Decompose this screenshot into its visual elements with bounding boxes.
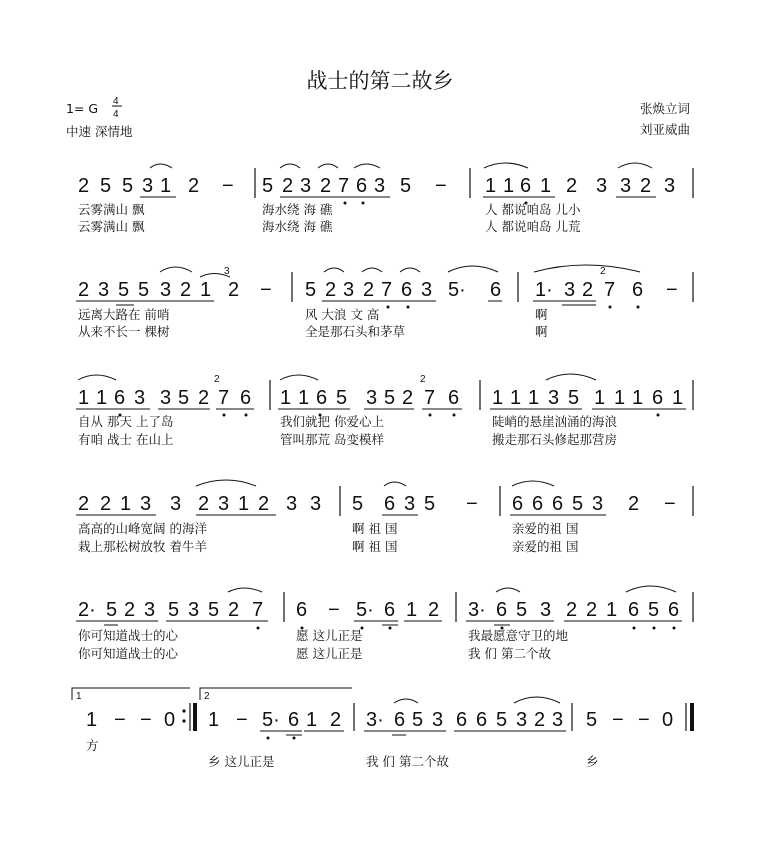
dash: − [222, 175, 234, 197]
measure-6-1 [86, 709, 175, 731]
note: 3· [468, 599, 486, 621]
meter-bottom: 4 [113, 109, 119, 120]
lyric-line-1: 愿 这儿正是 [296, 628, 363, 643]
note: 5· [448, 279, 466, 301]
volta-1-label: 1 [76, 691, 82, 702]
system-4 [76, 480, 693, 554]
lower-octave-dot [245, 414, 248, 417]
note: 5 [305, 279, 317, 301]
note: 5 [516, 599, 528, 621]
slur [626, 586, 676, 592]
lyric-line-2: 你可知道战士的心 [78, 646, 179, 661]
lower-octave-dot [673, 627, 676, 630]
note: 6 [632, 279, 644, 301]
slur [280, 375, 318, 380]
lower-octave-dot [223, 414, 226, 417]
lyric-line-1: 自从 那天 上了岛 [78, 414, 174, 429]
slur [512, 481, 554, 486]
lyric-line-2: 栽上那松树放牧 着牛羊 [78, 539, 207, 554]
measure-3-3 [490, 374, 686, 417]
measure-4-3 [510, 481, 676, 515]
note: 3 [286, 493, 298, 515]
dash: − [114, 709, 126, 731]
note: 1 [528, 387, 540, 409]
note: 1 [614, 387, 626, 409]
slur [496, 588, 520, 592]
note: 2 [640, 175, 652, 197]
note: 5 [100, 175, 112, 197]
measure-6-3 [364, 697, 566, 735]
dash: − [638, 709, 650, 731]
lyric-line-2: 搬走那石头修起那营房 [492, 432, 618, 447]
note: 1 [606, 599, 618, 621]
dash: − [664, 493, 676, 515]
lyric-line-2: 有咱 战士 在山上 [78, 432, 174, 447]
lower-octave-dot [293, 737, 296, 740]
note: 3 [366, 387, 378, 409]
note: 2 [228, 279, 240, 301]
note: 7 [424, 387, 436, 409]
note: 2 [325, 279, 337, 301]
system-2 [76, 265, 693, 339]
volta-2-label: 2 [204, 691, 210, 702]
note: 6 [296, 599, 308, 621]
note: 3 [421, 279, 433, 301]
note: 5 [586, 709, 598, 731]
lower-octave-dot [429, 414, 432, 417]
lower-octave-dot [637, 306, 640, 309]
note: 2 [534, 709, 546, 731]
note: 6 [520, 175, 532, 197]
note: 6 [114, 387, 126, 409]
lower-octave-dot [633, 627, 636, 630]
lyric-line-2: 亲爱的祖 国 [512, 539, 579, 554]
note: 5 [106, 599, 118, 621]
lyric-line-1: 风 大浪 文 高 [305, 307, 380, 322]
measure-1-3 [483, 163, 675, 205]
note: 5 [572, 493, 584, 515]
note: 3 [374, 175, 386, 197]
note: 5 [138, 279, 150, 301]
lyric-line-1: 海水绕 海 礁 [262, 202, 333, 217]
slur [150, 164, 172, 168]
note: 2 [78, 493, 90, 515]
measure-6-4 [586, 709, 673, 731]
slur [160, 267, 192, 272]
lyric-line-1: 远离大路在 前哨 [78, 307, 170, 322]
lyric-line-1: 陡峭的悬崖汹涌的海浪 [492, 414, 618, 429]
slur [400, 268, 420, 272]
note: 3 [343, 279, 355, 301]
volta-2-bracket [200, 688, 352, 700]
note: 1 [492, 387, 504, 409]
dash: − [260, 279, 272, 301]
note: 6 [512, 493, 524, 515]
note: 2 [566, 175, 578, 197]
note: 1 [306, 709, 318, 731]
lower-octave-dot [609, 306, 612, 309]
note: 1 [200, 279, 212, 301]
note: 1 [86, 709, 98, 731]
lyric-line-2: 从来不长一 棵树 [78, 324, 170, 339]
note: 2 [282, 175, 294, 197]
note: 6 [456, 709, 468, 731]
note: 1 [594, 387, 606, 409]
lyric-line-1: 人 都说咱岛 儿小 [485, 202, 581, 217]
note: 2 [428, 599, 440, 621]
note: 2 [363, 279, 375, 301]
dash: − [466, 493, 478, 515]
lower-octave-dot [267, 737, 270, 740]
note: 5· [262, 709, 280, 731]
lyric-line-2: 全是那石头和茅草 [305, 324, 406, 339]
note: 5 [336, 387, 348, 409]
lower-octave-dot [407, 306, 410, 309]
lower-octave-dot [257, 627, 260, 630]
note: 6 [668, 599, 680, 621]
note: 1 [485, 175, 497, 197]
slur [546, 374, 596, 380]
note: 6 [532, 493, 544, 515]
lyric-line-1: 乡 [586, 754, 599, 769]
note: 3 [98, 279, 110, 301]
lyric-line-1: 乡 这儿正是 [208, 754, 275, 769]
note: 5 [568, 387, 580, 409]
note: 3 [664, 175, 676, 197]
lyric-line-1: 亲爱的祖 国 [512, 521, 579, 536]
measure-1-2 [262, 164, 447, 205]
note: 5 [118, 279, 130, 301]
dash: − [612, 709, 624, 731]
lower-octave-dot [653, 627, 656, 630]
note: 6 [448, 387, 460, 409]
note: 1 [298, 387, 310, 409]
measure-4-1 [76, 480, 321, 515]
note: 2 [180, 279, 192, 301]
note: 6 [476, 709, 488, 731]
grace-note: 2 [420, 374, 426, 385]
note: 3 [160, 279, 172, 301]
note: 5 [400, 175, 412, 197]
note: 2 [330, 709, 342, 731]
note: 3 [548, 387, 560, 409]
measure-1-1 [78, 164, 234, 197]
note: 2 [566, 599, 578, 621]
slur [534, 265, 640, 272]
note: 6 [496, 599, 508, 621]
note: 3 [188, 599, 200, 621]
note: 6 [288, 709, 300, 731]
note: 2 [258, 493, 270, 515]
note: 3 [404, 493, 416, 515]
lower-octave-dot [453, 414, 456, 417]
lyric-line-1: 你可知道战士的心 [78, 628, 179, 643]
lyric-line-2: 我 们 第二个故 [468, 646, 551, 661]
repeat-dot [182, 719, 185, 722]
lyric-line-2: 啊 [535, 324, 548, 339]
slur [324, 268, 344, 272]
note: 6 [552, 493, 564, 515]
measure-5-1 [76, 588, 268, 630]
lyric-line-2: 云雾满山 飘 [78, 219, 145, 234]
note: 3 [620, 175, 632, 197]
note: 6 [384, 493, 396, 515]
tempo-marking: 中速 深情地 [66, 124, 133, 139]
slur [384, 482, 406, 486]
slur [362, 268, 382, 272]
note: 7 [252, 599, 264, 621]
note: 3 [134, 387, 146, 409]
lyric-line-1: 我们就把 你爱心上 [280, 414, 384, 429]
lyric-line-1: 啊 祖 国 [352, 521, 398, 536]
note: 1 [280, 387, 292, 409]
slur [196, 480, 256, 486]
note: 3· [366, 709, 384, 731]
note: 2 [228, 599, 240, 621]
lower-octave-dot [344, 202, 347, 205]
lyric-line-1: 我 们 第二个故 [366, 754, 449, 769]
note: 2 [198, 493, 210, 515]
note: 6 [316, 387, 328, 409]
measure-2-1 [76, 266, 272, 305]
note: 2 [586, 599, 598, 621]
note: 5 [412, 709, 424, 731]
note: 2 [188, 175, 200, 197]
slur [78, 375, 116, 380]
slur [280, 164, 300, 168]
note: 6 [628, 599, 640, 621]
note: 1 [208, 709, 220, 731]
lyricist-credit: 张焕立词 [639, 101, 690, 116]
measure-5-2 [296, 599, 442, 630]
note: 5 [496, 709, 508, 731]
lyric-line-1: 啊 [535, 307, 548, 322]
lower-octave-dot [389, 627, 392, 630]
note: 3 [540, 599, 552, 621]
note: 3 [218, 493, 230, 515]
note: 1 [632, 387, 644, 409]
note: 5 [168, 599, 180, 621]
note: 2 [198, 387, 210, 409]
note: 7 [338, 175, 350, 197]
note: 3 [144, 599, 156, 621]
system-5 [76, 586, 693, 661]
note: 3 [432, 709, 444, 731]
system-6 [72, 688, 692, 769]
slur [448, 266, 498, 272]
note: 1 [160, 175, 172, 197]
note: 5 [178, 387, 190, 409]
note: 3 [140, 493, 152, 515]
note: 3 [592, 493, 604, 515]
note: 3 [596, 175, 608, 197]
note: 5 [262, 175, 274, 197]
measure-6-2 [208, 709, 344, 740]
note: 3 [142, 175, 154, 197]
note: 6 [652, 387, 664, 409]
lyric-line-1: 云雾满山 飘 [78, 202, 145, 217]
note: 2 [124, 599, 136, 621]
note: 1 [672, 387, 684, 409]
slur [618, 163, 652, 168]
note: 5 [648, 599, 660, 621]
lyric-line-1: 方 [86, 738, 99, 753]
note: 1 [503, 175, 515, 197]
slur [484, 163, 528, 168]
measure-4-2 [352, 482, 478, 515]
note: 7 [381, 279, 393, 301]
measure-3-1 [76, 374, 254, 417]
note: 6 [384, 599, 396, 621]
slur [394, 699, 418, 703]
lower-octave-dot [657, 414, 660, 417]
note: 2 [320, 175, 332, 197]
note: 1 [510, 387, 522, 409]
note: 1 [540, 175, 552, 197]
measure-2-2 [305, 266, 502, 309]
note: 5 [122, 175, 134, 197]
note: 6 [356, 175, 368, 197]
note: 3 [564, 279, 576, 301]
lyric-line-2: 管叫那荒 岛变模样 [280, 432, 384, 447]
note: 3 [310, 493, 322, 515]
measure-3-2 [278, 374, 462, 417]
note: 6 [240, 387, 252, 409]
note: 1 [120, 493, 132, 515]
note: 7 [218, 387, 230, 409]
note: 2· [78, 599, 96, 621]
note: 6 [394, 709, 406, 731]
measure-2-3 [533, 265, 678, 309]
note: 1 [96, 387, 108, 409]
key-signature: 1= G [66, 101, 99, 116]
note: 2 [100, 493, 112, 515]
lower-octave-dot [387, 306, 390, 309]
dash: − [236, 709, 248, 731]
note: 7 [604, 279, 616, 301]
note: 3 [300, 175, 312, 197]
lyric-line-1: 我最愿意守卫的地 [468, 628, 569, 643]
system-3 [76, 374, 693, 447]
note: 3 [552, 709, 564, 731]
repeat-dot [182, 709, 185, 712]
song-title: 战士的第二故乡 [306, 69, 454, 93]
note: 5 [384, 387, 396, 409]
note: 2 [582, 279, 594, 301]
composer-credit: 刘亚威曲 [639, 122, 690, 137]
note: 5 [208, 599, 220, 621]
note: 2 [628, 493, 640, 515]
note: 6 [490, 279, 502, 301]
grace-note: 3 [224, 266, 230, 277]
note: 2 [78, 175, 90, 197]
grace-note: 2 [214, 374, 220, 385]
rest: 0 [662, 709, 674, 731]
note: 1· [535, 279, 553, 301]
volta-1-bracket [72, 688, 190, 700]
slur [514, 697, 560, 703]
note: 3 [516, 709, 528, 731]
dash: − [140, 709, 152, 731]
rest: 0 [164, 709, 176, 731]
slur [354, 164, 380, 168]
note: 1 [406, 599, 418, 621]
lyric-line-2: 海水绕 海 礁 [262, 219, 333, 234]
note: 1 [238, 493, 250, 515]
note: 5 [352, 493, 364, 515]
note: 3 [160, 387, 172, 409]
note: 1 [78, 387, 90, 409]
lyric-line-1: 高高的山峰宽阔 的海洋 [78, 521, 207, 536]
slur [318, 164, 338, 168]
lyric-line-2: 啊 祖 国 [352, 539, 398, 554]
note: 5· [356, 599, 374, 621]
dash: − [435, 175, 447, 197]
lyric-line-2: 人 都说咱岛 儿荒 [485, 219, 581, 234]
lyric-line-2: 愿 这儿正是 [296, 646, 363, 661]
note: 3 [170, 493, 182, 515]
system-1 [78, 163, 693, 234]
measure-5-3 [466, 586, 682, 630]
slur [228, 588, 262, 592]
lower-octave-dot [362, 202, 365, 205]
dash: − [328, 599, 340, 621]
grace-note: 2 [600, 266, 606, 277]
meter-top: 4 [113, 96, 119, 107]
note: 2 [402, 387, 414, 409]
note: 6 [401, 279, 413, 301]
dash: − [666, 279, 678, 301]
note: 5 [424, 493, 436, 515]
note: 2 [78, 279, 90, 301]
